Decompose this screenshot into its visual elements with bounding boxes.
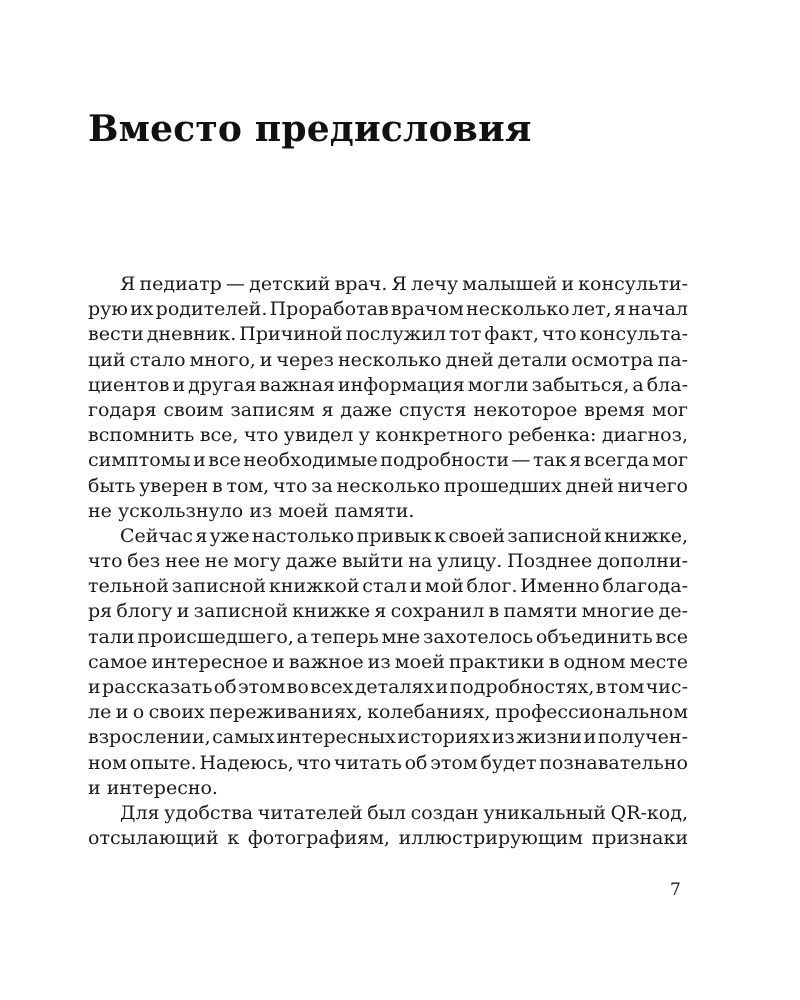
text-line: циентов и другая важная информация могли забыться, а бла- <box>88 373 688 396</box>
text-line: взрослении, самых интересных историях из жизни и получен- <box>88 726 688 749</box>
text-line: симптомы и все необходимые подробности — так я всегда мог <box>88 449 688 472</box>
text-line: ций стало много, и через несколько дней детали осмотра па- <box>88 348 688 371</box>
text-line: отсылающий к фотографиям, иллюстрирующим признаки <box>88 827 688 850</box>
chapter-title: Вместо предисловия <box>88 108 532 150</box>
text-line: ря блогу и записной книжке я сохранил в памяти многие де- <box>88 600 688 623</box>
page-number: 7 <box>670 880 681 900</box>
text-line: тельной записной книжкой стал и мой блог. Именно благода- <box>88 575 688 598</box>
text-line: тали происшедшего, а теперь мне захотелось объединить все <box>88 625 688 648</box>
text-line: не ускользнуло из моей памяти. <box>88 499 415 522</box>
text-line: рую их родителей. Проработав врачом несколько лет, я начал <box>88 298 688 321</box>
text-line: Для удобства читателей был создан уникальный QR-код, <box>120 801 688 824</box>
text-line: и интересно. <box>88 776 218 799</box>
text-line: самое интересное и важное из моей практики в одном месте <box>88 650 688 673</box>
text-line: и рассказать об этом во всех деталях и подробностях, в том чис- <box>88 676 688 698</box>
text-line: что без нее не могу даже выйти на улицу. Позднее дополни- <box>88 550 688 573</box>
text-line: вести дневник. Причиной послужил тот факт, что консульта- <box>88 323 688 346</box>
text-line: годаря своим записям я даже спустя некоторое время мог <box>88 398 688 421</box>
text-line: Я педиатр — детский врач. Я лечу малышей и консульти- <box>120 273 688 295</box>
text-line: быть уверен в том, что за несколько прошедших дней ничего <box>88 474 688 497</box>
text-line: ле и о своих переживаниях, колебаниях, профессиональном <box>88 701 688 724</box>
body-text <box>88 272 688 851</box>
text-line: ном опыте. Надеюсь, что читать об этом будет познавательно <box>88 751 688 774</box>
text-line: Сейчас я уже настолько привык к своей записной книжке, <box>120 524 688 547</box>
text-line: вспомнить все, что увидел у конкретного ребенка: диагноз, <box>88 424 688 447</box>
